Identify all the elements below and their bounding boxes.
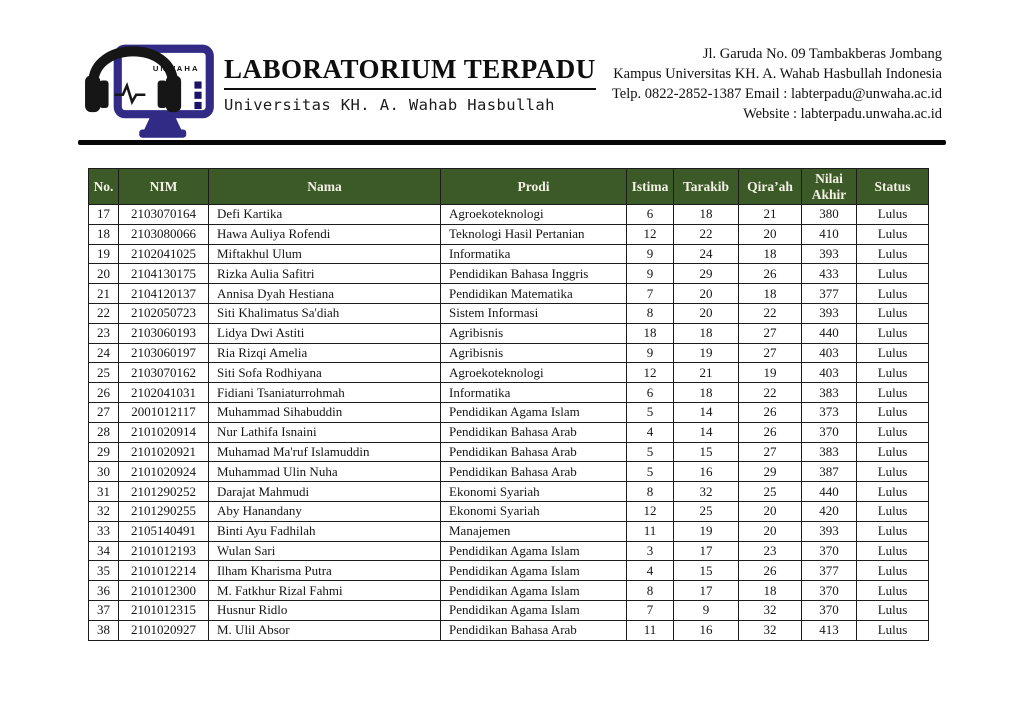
cell-tarakib: 18 <box>674 323 739 343</box>
cell-prodi: Agroekoteknologi <box>441 363 627 383</box>
cell-prodi: Pendidikan Agama Islam <box>441 541 627 561</box>
cell-istima: 8 <box>627 304 674 324</box>
table-row <box>89 244 929 264</box>
table-body <box>89 205 929 641</box>
cell-nilai-akhir: 420 <box>802 501 857 521</box>
cell-istima: 18 <box>627 323 674 343</box>
cell-prodi: Pendidikan Bahasa Arab <box>441 620 627 640</box>
cell-istima: 9 <box>627 343 674 363</box>
cell-qiraah: 26 <box>739 422 802 442</box>
cell-prodi: Pendidikan Bahasa Arab <box>441 422 627 442</box>
cell-nilai-akhir: 370 <box>802 600 857 620</box>
cell-no: 35 <box>89 561 119 581</box>
cell-istima: 7 <box>627 600 674 620</box>
cell-tarakib: 29 <box>674 264 739 284</box>
cell-tarakib: 14 <box>674 422 739 442</box>
cell-no: 33 <box>89 521 119 541</box>
cell-tarakib: 19 <box>674 343 739 363</box>
cell-status: Lulus <box>857 561 929 581</box>
cell-nim: 2101012300 <box>119 581 209 601</box>
cell-status: Lulus <box>857 363 929 383</box>
cell-nim: 2101020927 <box>119 620 209 640</box>
cell-nilai-akhir: 370 <box>802 541 857 561</box>
cell-prodi: Informatika <box>441 244 627 264</box>
cell-status: Lulus <box>857 244 929 264</box>
logo-monitor-stand <box>143 116 182 131</box>
cell-nama: Hawa Auliya Rofendi <box>209 224 441 244</box>
cell-no: 34 <box>89 541 119 561</box>
cell-nama: Darajat Mahmudi <box>209 482 441 502</box>
cell-tarakib: 18 <box>674 205 739 225</box>
cell-tarakib: 19 <box>674 521 739 541</box>
table-row <box>89 284 929 304</box>
cell-nilai-akhir: 370 <box>802 422 857 442</box>
cell-qiraah: 20 <box>739 501 802 521</box>
cell-qiraah: 18 <box>739 581 802 601</box>
cell-prodi: Pendidikan Bahasa Arab <box>441 442 627 462</box>
table-row <box>89 304 929 324</box>
cell-nama: Rizka Aulia Safitri <box>209 264 441 284</box>
cell-no: 17 <box>89 205 119 225</box>
cell-nilai-akhir: 410 <box>802 224 857 244</box>
cell-istima: 4 <box>627 561 674 581</box>
cell-status: Lulus <box>857 383 929 403</box>
cell-tarakib: 21 <box>674 363 739 383</box>
cell-istima: 5 <box>627 403 674 423</box>
cell-prodi: Ekonomi Syariah <box>441 482 627 502</box>
cell-istima: 5 <box>627 442 674 462</box>
cell-status: Lulus <box>857 343 929 363</box>
cell-nim: 2103070164 <box>119 205 209 225</box>
cell-no: 19 <box>89 244 119 264</box>
cell-qiraah: 20 <box>739 521 802 541</box>
table-row <box>89 343 929 363</box>
cell-status: Lulus <box>857 462 929 482</box>
cell-qiraah: 22 <box>739 304 802 324</box>
column-header-status: Status <box>857 169 929 205</box>
cell-status: Lulus <box>857 581 929 601</box>
table-row <box>89 205 929 225</box>
cell-qiraah: 27 <box>739 442 802 462</box>
column-header-qiraah: Qira’ah <box>739 169 802 205</box>
cell-qiraah: 32 <box>739 620 802 640</box>
cell-nama: Siti Khalimatus Sa'diah <box>209 304 441 324</box>
cell-nilai-akhir: 403 <box>802 363 857 383</box>
cell-nama: Ilham Kharisma Putra <box>209 561 441 581</box>
cell-istima: 7 <box>627 284 674 304</box>
cell-tarakib: 15 <box>674 561 739 581</box>
cell-qiraah: 27 <box>739 323 802 343</box>
table-row <box>89 620 929 640</box>
table-row <box>89 581 929 601</box>
cell-istima: 11 <box>627 521 674 541</box>
cell-tarakib: 17 <box>674 541 739 561</box>
cell-tarakib: 20 <box>674 284 739 304</box>
cell-nim: 2103080066 <box>119 224 209 244</box>
logo-square-1 <box>194 81 201 88</box>
cell-prodi: Manajemen <box>441 521 627 541</box>
cell-tarakib: 25 <box>674 501 739 521</box>
cell-prodi: Pendidikan Matematika <box>441 284 627 304</box>
logo-graphic <box>83 24 221 142</box>
cell-no: 36 <box>89 581 119 601</box>
cell-istima: 6 <box>627 205 674 225</box>
cell-status: Lulus <box>857 442 929 462</box>
cell-nim: 2101290255 <box>119 501 209 521</box>
logo-monitor-base <box>139 130 186 138</box>
cell-nim: 2104130175 <box>119 264 209 284</box>
cell-nim: 2104120137 <box>119 284 209 304</box>
cell-nama: M. Ulil Absor <box>209 620 441 640</box>
cell-prodi: Agribisnis <box>441 343 627 363</box>
cell-no: 32 <box>89 501 119 521</box>
table-row <box>89 600 929 620</box>
logo-ear-pad-right <box>158 80 167 108</box>
cell-nim: 2105140491 <box>119 521 209 541</box>
cell-tarakib: 32 <box>674 482 739 502</box>
table-row <box>89 422 929 442</box>
cell-istima: 8 <box>627 482 674 502</box>
cell-nilai-akhir: 377 <box>802 561 857 581</box>
cell-no: 37 <box>89 600 119 620</box>
cell-nama: Muhammad Ulin Nuha <box>209 462 441 482</box>
cell-no: 28 <box>89 422 119 442</box>
letterhead-brand <box>224 54 596 114</box>
cell-nilai-akhir: 383 <box>802 383 857 403</box>
table-row <box>89 383 929 403</box>
cell-nama: Lidya Dwi Astiti <box>209 323 441 343</box>
cell-tarakib: 18 <box>674 383 739 403</box>
table-row <box>89 541 929 561</box>
cell-no: 22 <box>89 304 119 324</box>
cell-nilai-akhir: 383 <box>802 442 857 462</box>
cell-qiraah: 27 <box>739 343 802 363</box>
cell-nama: Siti Sofa Rodhiyana <box>209 363 441 383</box>
cell-no: 21 <box>89 284 119 304</box>
address-line-3: Telp. 0822-2852-1387 Email : labterpadu@unwaha.ac.id <box>611 86 942 102</box>
cell-qiraah: 23 <box>739 541 802 561</box>
cell-nama: Ria Rizqi Amelia <box>209 343 441 363</box>
cell-prodi: Pendidikan Agama Islam <box>441 403 627 423</box>
unwaha-lab-logo-icon <box>83 24 221 142</box>
cell-qiraah: 29 <box>739 462 802 482</box>
cell-nim: 2103060197 <box>119 343 209 363</box>
cell-istima: 5 <box>627 462 674 482</box>
results-table <box>88 168 929 641</box>
cell-istima: 3 <box>627 541 674 561</box>
cell-nilai-akhir: 393 <box>802 304 857 324</box>
cell-status: Lulus <box>857 323 929 343</box>
column-header-nama: Nama <box>209 169 441 205</box>
cell-prodi: Pendidikan Agama Islam <box>441 561 627 581</box>
cell-nim: 2101290252 <box>119 482 209 502</box>
cell-no: 31 <box>89 482 119 502</box>
cell-nilai-akhir: 440 <box>802 323 857 343</box>
cell-nilai-akhir: 393 <box>802 521 857 541</box>
cell-nim: 2102041031 <box>119 383 209 403</box>
letterhead-address <box>612 44 942 124</box>
cell-status: Lulus <box>857 224 929 244</box>
cell-status: Lulus <box>857 521 929 541</box>
cell-tarakib: 9 <box>674 600 739 620</box>
cell-prodi: Ekonomi Syariah <box>441 501 627 521</box>
cell-istima: 9 <box>627 264 674 284</box>
logo-ear-cup-right <box>166 75 181 112</box>
results-table-container <box>88 168 928 641</box>
letterhead-divider-rule <box>78 140 946 145</box>
cell-qiraah: 22 <box>739 383 802 403</box>
cell-tarakib: 17 <box>674 581 739 601</box>
table-row <box>89 561 929 581</box>
column-header-no: No. <box>89 169 119 205</box>
table-header <box>89 169 929 205</box>
cell-qiraah: 21 <box>739 205 802 225</box>
column-header-nilai-akhir: Nilai Akhir <box>802 169 857 205</box>
cell-nilai-akhir: 393 <box>802 244 857 264</box>
cell-qiraah: 26 <box>739 264 802 284</box>
table-row <box>89 462 929 482</box>
cell-status: Lulus <box>857 501 929 521</box>
table-row <box>89 264 929 284</box>
cell-prodi: Informatika <box>441 383 627 403</box>
cell-prodi: Pendidikan Agama Islam <box>441 581 627 601</box>
column-header-prodi: Prodi <box>441 169 627 205</box>
cell-nilai-akhir: 413 <box>802 620 857 640</box>
cell-qiraah: 26 <box>739 403 802 423</box>
cell-qiraah: 20 <box>739 224 802 244</box>
address-line-1: Jl. Garuda No. 09 Tambakberas Jombang <box>702 46 942 62</box>
cell-prodi: Sistem Informasi <box>441 304 627 324</box>
column-header-tarakib: Tarakib <box>674 169 739 205</box>
table-header-row <box>89 169 929 205</box>
org-title: LABORATORIUM TERPADU <box>224 54 596 90</box>
table-row <box>89 363 929 383</box>
cell-tarakib: 15 <box>674 442 739 462</box>
cell-istima: 12 <box>627 363 674 383</box>
cell-nama: Muhamad Ma'ruf Islamuddin <box>209 442 441 462</box>
cell-status: Lulus <box>857 541 929 561</box>
cell-no: 30 <box>89 462 119 482</box>
cell-prodi: Agribisnis <box>441 323 627 343</box>
cell-no: 27 <box>89 403 119 423</box>
cell-istima: 6 <box>627 383 674 403</box>
cell-istima: 9 <box>627 244 674 264</box>
cell-nim: 2101020921 <box>119 442 209 462</box>
cell-nim: 2101012214 <box>119 561 209 581</box>
cell-istima: 12 <box>627 224 674 244</box>
cell-nama: Husnur Ridlo <box>209 600 441 620</box>
address-line-4: Website : labterpadu.unwaha.ac.id <box>743 106 942 122</box>
cell-no: 38 <box>89 620 119 640</box>
cell-prodi: Pendidikan Bahasa Arab <box>441 462 627 482</box>
cell-istima: 8 <box>627 581 674 601</box>
cell-prodi: Pendidikan Bahasa Inggris <box>441 264 627 284</box>
cell-nilai-akhir: 433 <box>802 264 857 284</box>
cell-nim: 2101020914 <box>119 422 209 442</box>
cell-prodi: Teknologi Hasil Pertanian <box>441 224 627 244</box>
cell-nama: Defi Kartika <box>209 205 441 225</box>
cell-tarakib: 16 <box>674 462 739 482</box>
cell-status: Lulus <box>857 205 929 225</box>
table-row <box>89 482 929 502</box>
cell-status: Lulus <box>857 403 929 423</box>
cell-status: Lulus <box>857 264 929 284</box>
cell-no: 29 <box>89 442 119 462</box>
column-header-nim: NIM <box>119 169 209 205</box>
cell-status: Lulus <box>857 422 929 442</box>
cell-prodi: Pendidikan Agama Islam <box>441 600 627 620</box>
table-row <box>89 521 929 541</box>
logo-ear-cup-left <box>85 75 100 112</box>
cell-nilai-akhir: 370 <box>802 581 857 601</box>
cell-status: Lulus <box>857 600 929 620</box>
table-row <box>89 403 929 423</box>
cell-status: Lulus <box>857 304 929 324</box>
table-row <box>89 501 929 521</box>
cell-prodi: Agroekoteknologi <box>441 205 627 225</box>
cell-nama: Annisa Dyah Hestiana <box>209 284 441 304</box>
cell-status: Lulus <box>857 620 929 640</box>
cell-nim: 2102050723 <box>119 304 209 324</box>
cell-nim: 2101020924 <box>119 462 209 482</box>
cell-nama: Fidiani Tsaniaturrohmah <box>209 383 441 403</box>
cell-nim: 2001012117 <box>119 403 209 423</box>
cell-nama: Miftakhul Ulum <box>209 244 441 264</box>
table-row <box>89 442 929 462</box>
cell-no: 25 <box>89 363 119 383</box>
logo-square-2 <box>194 92 201 99</box>
cell-no: 18 <box>89 224 119 244</box>
cell-status: Lulus <box>857 284 929 304</box>
cell-istima: 11 <box>627 620 674 640</box>
cell-nilai-akhir: 440 <box>802 482 857 502</box>
cell-nama: Aby Hanandany <box>209 501 441 521</box>
table-row <box>89 323 929 343</box>
cell-qiraah: 19 <box>739 363 802 383</box>
cell-nim: 2101012193 <box>119 541 209 561</box>
cell-nilai-akhir: 387 <box>802 462 857 482</box>
cell-no: 26 <box>89 383 119 403</box>
cell-qiraah: 18 <box>739 244 802 264</box>
cell-nilai-akhir: 373 <box>802 403 857 423</box>
cell-nama: Nur Lathifa Isnaini <box>209 422 441 442</box>
cell-istima: 4 <box>627 422 674 442</box>
logo-square-3 <box>194 102 201 109</box>
address-line-2: Kampus Universitas KH. A. Wahab Hasbullah Indonesia <box>613 66 942 82</box>
table-row <box>89 224 929 244</box>
cell-nama: Muhammad Sihabuddin <box>209 403 441 423</box>
cell-qiraah: 18 <box>739 284 802 304</box>
cell-nim: 2103070162 <box>119 363 209 383</box>
cell-no: 23 <box>89 323 119 343</box>
cell-tarakib: 24 <box>674 244 739 264</box>
cell-tarakib: 16 <box>674 620 739 640</box>
cell-tarakib: 22 <box>674 224 739 244</box>
cell-status: Lulus <box>857 482 929 502</box>
cell-nilai-akhir: 377 <box>802 284 857 304</box>
cell-nama: M. Fatkhur Rizal Fahmi <box>209 581 441 601</box>
cell-nilai-akhir: 403 <box>802 343 857 363</box>
cell-qiraah: 26 <box>739 561 802 581</box>
column-header-istima: Istima <box>627 169 674 205</box>
org-subtitle: Universitas KH. A. Wahab Hasbullah <box>224 96 555 114</box>
cell-nim: 2102041025 <box>119 244 209 264</box>
cell-nama: Binti Ayu Fadhilah <box>209 521 441 541</box>
logo-badge-text: UNWAHA <box>152 64 200 74</box>
cell-qiraah: 25 <box>739 482 802 502</box>
cell-no: 24 <box>89 343 119 363</box>
cell-no: 20 <box>89 264 119 284</box>
cell-nim: 2103060193 <box>119 323 209 343</box>
cell-tarakib: 14 <box>674 403 739 423</box>
cell-qiraah: 32 <box>739 600 802 620</box>
cell-tarakib: 20 <box>674 304 739 324</box>
cell-istima: 12 <box>627 501 674 521</box>
cell-nim: 2101012315 <box>119 600 209 620</box>
logo-ear-pad-left <box>99 80 108 108</box>
cell-nilai-akhir: 380 <box>802 205 857 225</box>
cell-nama: Wulan Sari <box>209 541 441 561</box>
